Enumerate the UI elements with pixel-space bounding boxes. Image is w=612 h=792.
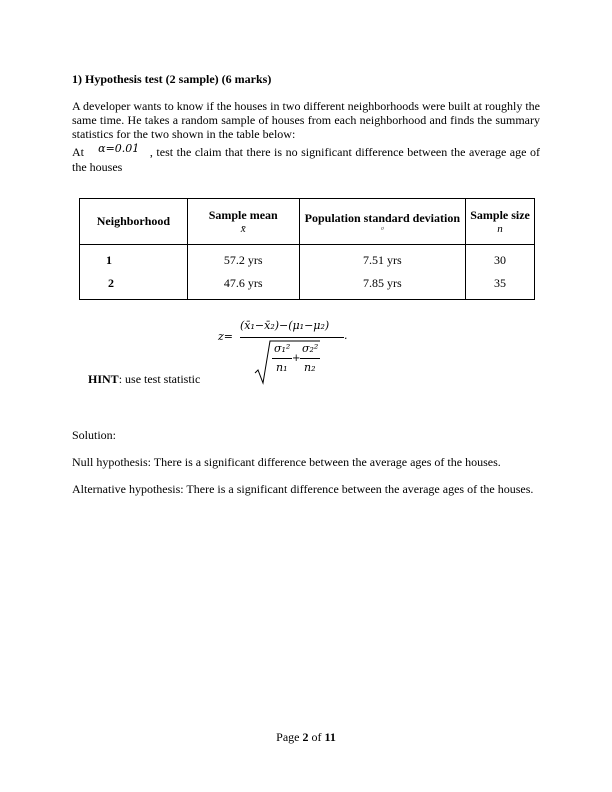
null-hypothesis: Null hypothesis: There is a significant difference between the average ages of the houses.: [72, 455, 501, 469]
cell: 35: [466, 272, 535, 300]
question-claim: [72, 142, 540, 174]
cell: 47.6 yrs: [187, 272, 299, 300]
alternative-hypothesis: Alternative hypothesis: There is a significant difference between the average ages of the houses.: [72, 482, 534, 496]
question-intro: A developer wants to know if the houses in two different neighborhoods were built at roughly the same time. He takes a random sample of houses from each neighborhood and finds the summary statistics for the two shown in the table below:: [72, 99, 540, 141]
header-sample-size: Sample size n: [466, 199, 535, 245]
table-header-row: [80, 199, 535, 245]
cell: 1: [80, 245, 188, 273]
test-statistic-formula: z= (x̄₁−x̄₂)−(μ₁−μ₂) . σ₁² n₁ + σ₂² n₂: [218, 318, 358, 388]
cell: 30: [466, 245, 535, 273]
solution-label: Solution:: [72, 428, 117, 442]
cell: 7.85 yrs: [299, 272, 466, 300]
alpha-level: α=0.01: [98, 142, 140, 155]
page-footer: Page 2 of 11: [276, 730, 336, 744]
claim-text: , test the claim that there is no significant difference between the average age of the houses: [72, 145, 540, 174]
table-row: [80, 245, 535, 273]
cell: 2: [80, 272, 188, 300]
cell: 7.51 yrs: [299, 245, 466, 273]
header-pop-sd: Population standard deviation σ: [299, 199, 466, 245]
cell: 57.2 yrs: [187, 245, 299, 273]
at-text: At: [72, 145, 84, 159]
question-title: 1) Hypothesis test (2 sample) (6 marks): [72, 72, 272, 86]
table-row: [80, 272, 535, 300]
hint: HINT: use test statistic: [88, 372, 201, 386]
summary-table: [79, 198, 535, 300]
header-neighborhood: Neighborhood: [80, 199, 188, 245]
header-sample-mean: Sample mean x̄: [187, 199, 299, 245]
